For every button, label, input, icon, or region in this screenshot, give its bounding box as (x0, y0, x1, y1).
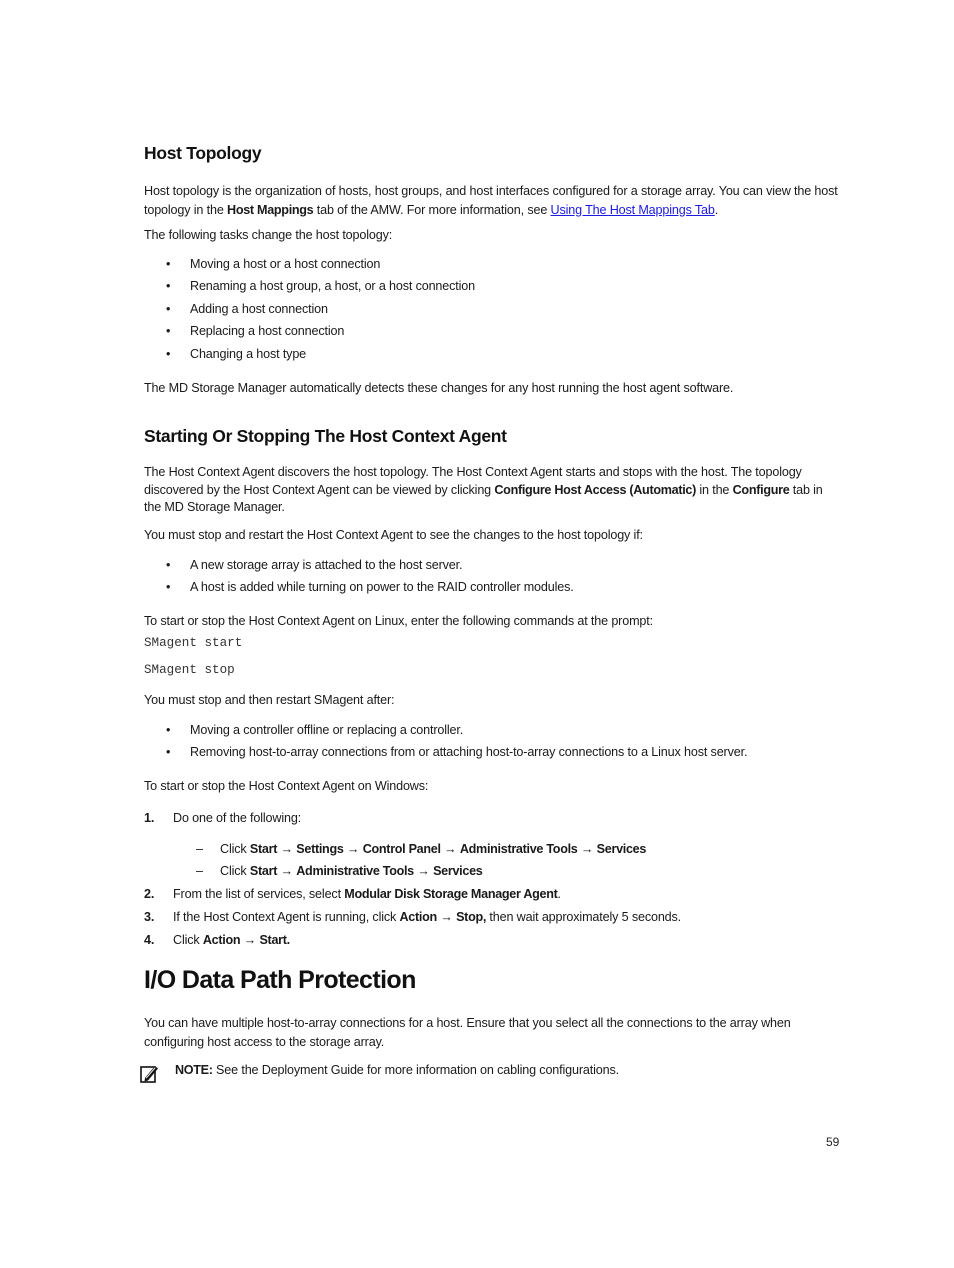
bullet-icon: • (166, 279, 171, 293)
arrow-icon: → (444, 842, 457, 856)
bullet-icon: • (166, 745, 171, 759)
bullet-icon: • (166, 302, 171, 316)
paragraph-restart-after: You must stop and then restart SMagent after: (144, 693, 395, 707)
list-item: • Replacing a host connection (166, 324, 345, 338)
arrow-icon: → (440, 910, 453, 924)
list-item: • Renaming a host group, a host, or a host connection (166, 279, 475, 293)
paragraph-tasks-intro: The following tasks change the host topology: (144, 228, 393, 242)
bullet-icon: • (166, 347, 171, 361)
paragraph-windows-intro: To start or stop the Host Context Agent on Windows: (144, 779, 429, 793)
code-smagent-start: SMagent start (144, 636, 243, 650)
arrow-icon: → (580, 842, 594, 856)
list-item: • A new storage array is attached to the host server. (166, 558, 463, 572)
step-2: 2. From the list of services, select Modular Disk Storage Manager Agent. (144, 887, 561, 901)
link-using-host-mappings-tab[interactable]: Using The Host Mappings Tab (550, 202, 715, 217)
bullet-icon: • (166, 558, 171, 572)
bullet-icon: • (166, 580, 171, 594)
step-1: 1. Do one of the following: (144, 811, 302, 825)
chapter-heading-io-protection: I/O Data Path Protection (144, 966, 416, 994)
list-item: • Adding a host connection (166, 302, 328, 316)
paragraph-auto-detect: The MD Storage Manager automatically detects these changes for any host running the host agent software. (144, 381, 734, 395)
bullet-icon: • (166, 257, 171, 271)
list-item: • Changing a host type (166, 347, 307, 361)
list-item: • Moving a controller offline or replacing a controller. (166, 723, 464, 737)
note-cabling: NOTE: See the Deployment Guide for more information on cabling configurations. (175, 1063, 619, 1077)
section-heading-host-topology: Host Topology (144, 143, 262, 163)
bold-host-mappings: Host Mappings (227, 202, 314, 217)
paragraph-restart-conditions: You must stop and restart the Host Context Agent to see the changes to the host topology if: (144, 528, 643, 542)
list-item: • Moving a host or a host connection (166, 257, 381, 271)
arrow-icon: → (280, 842, 293, 856)
section-heading-context-agent: Starting Or Stopping The Host Context Agent (144, 426, 507, 446)
sub-step-2: – Click Start → Administrative Tools → Services (196, 864, 483, 878)
arrow-icon: → (417, 864, 430, 878)
sub-step-1: – Click Start → Settings → Control Panel → Administrative Tools → Services (196, 842, 647, 856)
note-label: NOTE: (175, 1063, 213, 1077)
list-item: • Removing host-to-array connections from or attaching host-to-array connections to a Linux host server. (166, 745, 748, 759)
page-number: 59 (826, 1135, 840, 1149)
arrow-icon: → (346, 842, 360, 856)
pencil-note-icon (140, 1064, 160, 1084)
step-3: 3. If the Host Context Agent is running, click Action → Stop, then wait approximately 5 seconds. (144, 910, 682, 924)
arrow-icon: → (243, 933, 257, 947)
bullet-icon: • (166, 324, 171, 338)
paragraph-io-protection: You can have multiple host-to-array connections for a host. Ensure that you select all the connections to the array when configuring host access to the storage array. (144, 1016, 791, 1049)
bold-configure: Configure (732, 482, 790, 497)
paragraph-linux-commands: To start or stop the Host Context Agent on Linux, enter the following commands at the prompt: (144, 614, 653, 628)
bold-configure-host-access: Configure Host Access (Automatic) (494, 482, 697, 497)
list-item: • A host is added while turning on power to the RAID controller modules. (166, 580, 574, 594)
paragraph-context-agent-intro: The Host Context Agent discovers the host topology. The Host Context Agent starts and stops with the host. The topology discovered by the Host Context Agent can be viewed by clicking Configure Host Access (Automatic) in the Configure tab in the MD Storage Manager. (144, 465, 823, 514)
code-smagent-stop: SMagent stop (144, 663, 235, 677)
arrow-icon: → (280, 864, 293, 878)
paragraph-host-topology-intro: Host topology is the organization of hosts, host groups, and host interfaces configured for a storage array. You can view the host topology in the Host Mappings tab of the AMW. For more information, see Using The Host Mappings Tab. (144, 184, 838, 217)
bullet-icon: • (166, 723, 171, 737)
step-4: 4. Click Action → Start. (144, 933, 290, 947)
